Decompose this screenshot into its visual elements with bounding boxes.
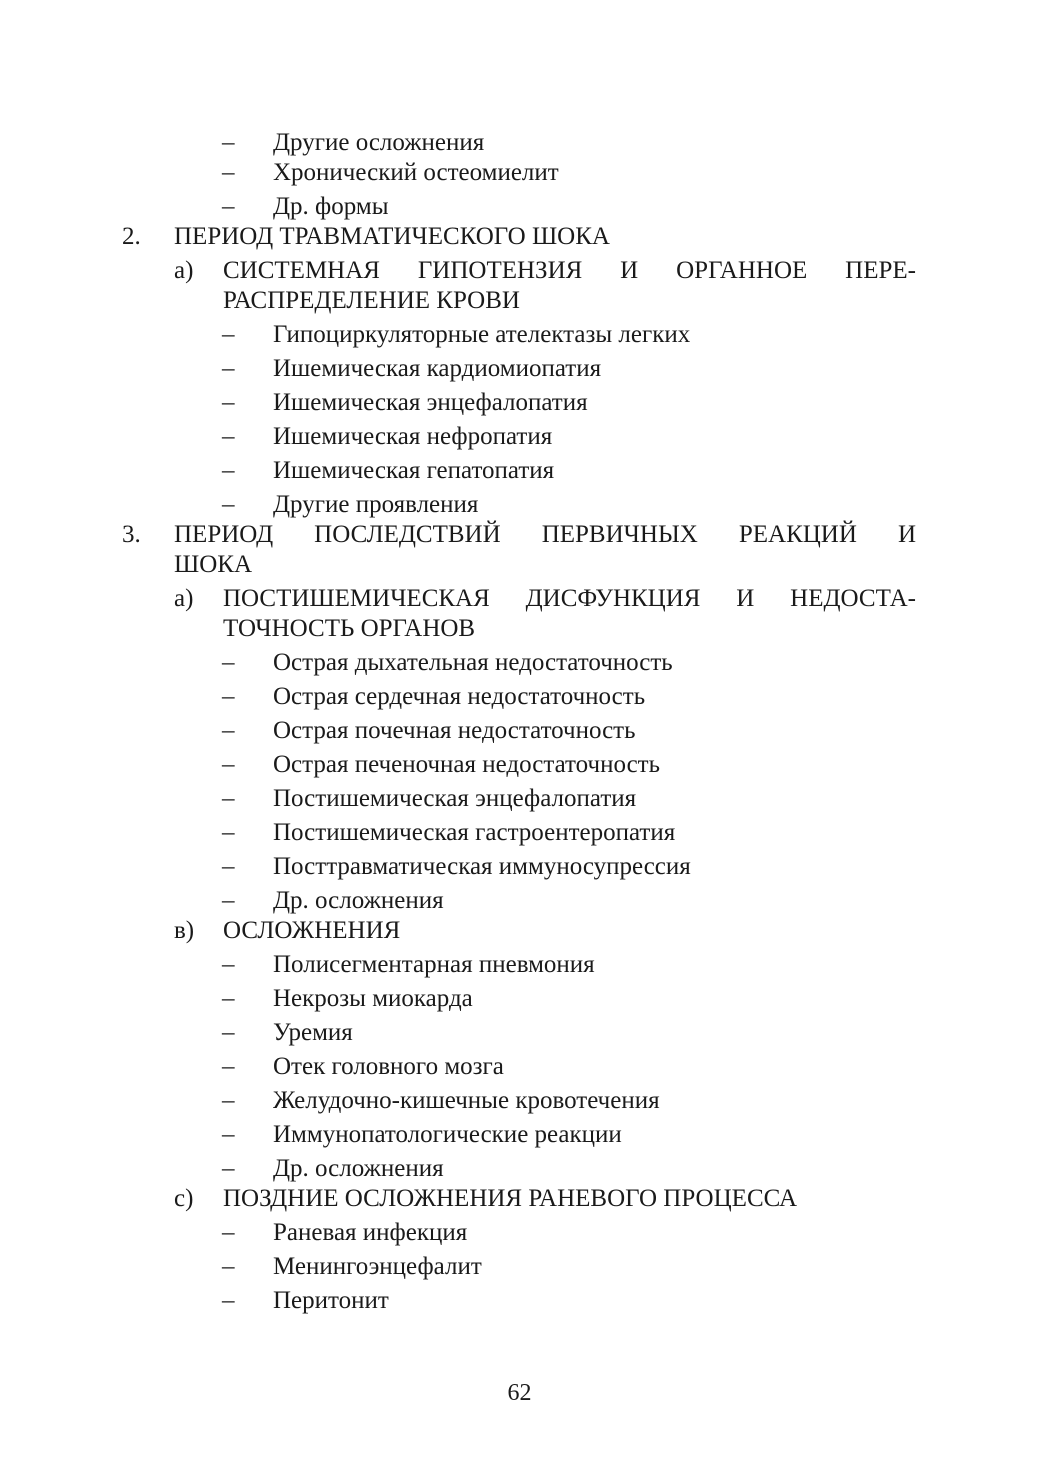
subsection-title: ПОЗДНИЕ ОСЛОЖНЕНИЯ РАНЕВОГО ПРОЦЕССА bbox=[223, 1185, 798, 1212]
list-item-text: Др. осложнения bbox=[273, 887, 444, 914]
dash-bullet: – bbox=[222, 751, 235, 778]
list-item-text: Раневая инфекция bbox=[273, 1219, 468, 1246]
dash-bullet: – bbox=[222, 1019, 235, 1046]
dash-bullet: – bbox=[222, 1219, 235, 1246]
subsection-mark: в) bbox=[174, 917, 195, 944]
section-heading-3 bbox=[0, 518, 1039, 548]
list-item bbox=[0, 454, 1039, 488]
section-title-line2: ШОКА bbox=[174, 551, 253, 578]
list-item bbox=[0, 646, 1039, 680]
subsection-title-line1: СИСТЕМНАЯ ГИПОТЕНЗИЯ И ОРГАННОЕ ПЕРЕ- bbox=[223, 257, 916, 284]
list-item-text: Иммунопатологические реакции bbox=[273, 1121, 622, 1148]
dash-bullet: – bbox=[222, 951, 235, 978]
list-item-text: Посттравматическая иммуносупрессия bbox=[273, 853, 691, 880]
list-item bbox=[0, 948, 1039, 982]
list-item bbox=[0, 850, 1039, 884]
dash-bullet: – bbox=[222, 389, 235, 416]
list-item-text: Ишемическая гепатопатия bbox=[273, 457, 555, 484]
list-item-text: Другие проявления bbox=[273, 491, 479, 518]
list-item bbox=[0, 1084, 1039, 1118]
subsection-title-line2: ТОЧНОСТЬ ОРГАНОВ bbox=[223, 615, 476, 642]
list-item-text: Хронический остеомиелит bbox=[273, 159, 559, 186]
list-item bbox=[0, 420, 1039, 454]
list-item bbox=[0, 1152, 1039, 1182]
list-item bbox=[0, 1016, 1039, 1050]
list-item-text: Другие осложнения bbox=[273, 129, 485, 156]
list-item-text: Др. формы bbox=[273, 193, 389, 220]
list-item bbox=[0, 714, 1039, 748]
section-title: ПЕРИОД ТРАВМАТИЧЕСКОГО ШОКА bbox=[174, 223, 610, 250]
subsection-heading-2a-cont bbox=[0, 284, 1039, 318]
dash-bullet: – bbox=[222, 1053, 235, 1080]
dash-bullet: – bbox=[222, 355, 235, 382]
list-item bbox=[0, 352, 1039, 386]
list-item-text: Постишемическая гастроентеропатия bbox=[273, 819, 676, 846]
list-item-text: Гипоциркуляторные ателектазы легких bbox=[273, 321, 691, 348]
list-item-text: Постишемическая энцефалопатия bbox=[273, 785, 637, 812]
list-item-text: Перитонит bbox=[273, 1287, 389, 1314]
list-item-text: Желудочно-кишечные кровотечения bbox=[273, 1087, 660, 1114]
list-item-text: Отек головного мозга bbox=[273, 1053, 504, 1080]
list-item bbox=[0, 1050, 1039, 1084]
list-item bbox=[0, 680, 1039, 714]
subsection-mark: с) bbox=[174, 1185, 194, 1212]
document-page bbox=[0, 126, 1039, 1318]
dash-bullet: – bbox=[222, 985, 235, 1012]
section-heading-2 bbox=[0, 220, 1039, 254]
list-item bbox=[0, 1118, 1039, 1152]
section-heading-3-cont bbox=[0, 548, 1039, 582]
subsection-mark: а) bbox=[174, 585, 194, 612]
list-item-text: Некрозы миокарда bbox=[273, 985, 473, 1012]
subsection-heading-3a bbox=[0, 582, 1039, 612]
page-number: 62 bbox=[507, 1380, 532, 1406]
list-item bbox=[0, 126, 1039, 156]
list-item-text: Ишемическая энцефалопатия bbox=[273, 389, 588, 416]
subsection-title-line1: ПОСТИШЕМИЧЕСКАЯ ДИСФУНКЦИЯ И НЕДОСТА- bbox=[223, 585, 916, 612]
subsection-heading-2a bbox=[0, 254, 1039, 284]
list-item-text: Острая сердечная недостаточность bbox=[273, 683, 646, 710]
dash-bullet: – bbox=[222, 1121, 235, 1148]
list-item-text: Ишемическая нефропатия bbox=[273, 423, 553, 450]
list-item bbox=[0, 816, 1039, 850]
list-item bbox=[0, 982, 1039, 1016]
dash-bullet: – bbox=[222, 457, 235, 484]
dash-bullet: – bbox=[222, 1287, 235, 1314]
dash-bullet: – bbox=[222, 1155, 235, 1182]
dash-bullet: – bbox=[222, 853, 235, 880]
list-item bbox=[0, 1250, 1039, 1284]
dash-bullet: – bbox=[222, 491, 235, 518]
dash-bullet: – bbox=[222, 1253, 235, 1280]
dash-bullet: – bbox=[222, 193, 235, 220]
subsection-heading-3b bbox=[0, 914, 1039, 948]
list-item bbox=[0, 156, 1039, 190]
list-item bbox=[0, 318, 1039, 352]
dash-bullet: – bbox=[222, 887, 235, 914]
list-item bbox=[0, 190, 1039, 220]
dash-bullet: – bbox=[222, 683, 235, 710]
list-item-text: Уремия bbox=[273, 1019, 353, 1046]
dash-bullet: – bbox=[222, 321, 235, 348]
list-item bbox=[0, 884, 1039, 914]
list-item bbox=[0, 488, 1039, 518]
subsection-heading-3a-cont bbox=[0, 612, 1039, 646]
list-item-text: Менингоэнцефалит bbox=[273, 1253, 482, 1280]
list-item bbox=[0, 386, 1039, 420]
list-item-text: Др. осложнения bbox=[273, 1155, 444, 1182]
dash-bullet: – bbox=[222, 423, 235, 450]
section-number: 3. bbox=[122, 521, 141, 548]
subsection-mark: а) bbox=[174, 257, 194, 284]
section-title-line1: ПЕРИОД ПОСЛЕДСТВИЙ ПЕРВИЧНЫХ РЕАКЦИЙ И bbox=[174, 521, 916, 548]
dash-bullet: – bbox=[222, 1087, 235, 1114]
list-item-text: Полисегментарная пневмония bbox=[273, 951, 595, 978]
dash-bullet: – bbox=[222, 717, 235, 744]
list-item bbox=[0, 1284, 1039, 1318]
list-item-text: Ишемическая кардиомиопатия bbox=[273, 355, 602, 382]
subsection-heading-3c bbox=[0, 1182, 1039, 1216]
dash-bullet: – bbox=[222, 159, 235, 186]
list-item-text: Острая печеночная недостаточность bbox=[273, 751, 660, 778]
list-item bbox=[0, 1216, 1039, 1250]
dash-bullet: – bbox=[222, 649, 235, 676]
list-item bbox=[0, 748, 1039, 782]
list-item bbox=[0, 782, 1039, 816]
list-item-text: Острая почечная недостаточность bbox=[273, 717, 636, 744]
section-number: 2. bbox=[122, 223, 141, 250]
subsection-title-line2: РАСПРЕДЕЛЕНИЕ КРОВИ bbox=[223, 287, 520, 314]
subsection-title: ОСЛОЖНЕНИЯ bbox=[223, 917, 401, 944]
list-item-text: Острая дыхательная недостаточность bbox=[273, 649, 673, 676]
dash-bullet: – bbox=[222, 129, 235, 156]
dash-bullet: – bbox=[222, 819, 235, 846]
dash-bullet: – bbox=[222, 785, 235, 812]
